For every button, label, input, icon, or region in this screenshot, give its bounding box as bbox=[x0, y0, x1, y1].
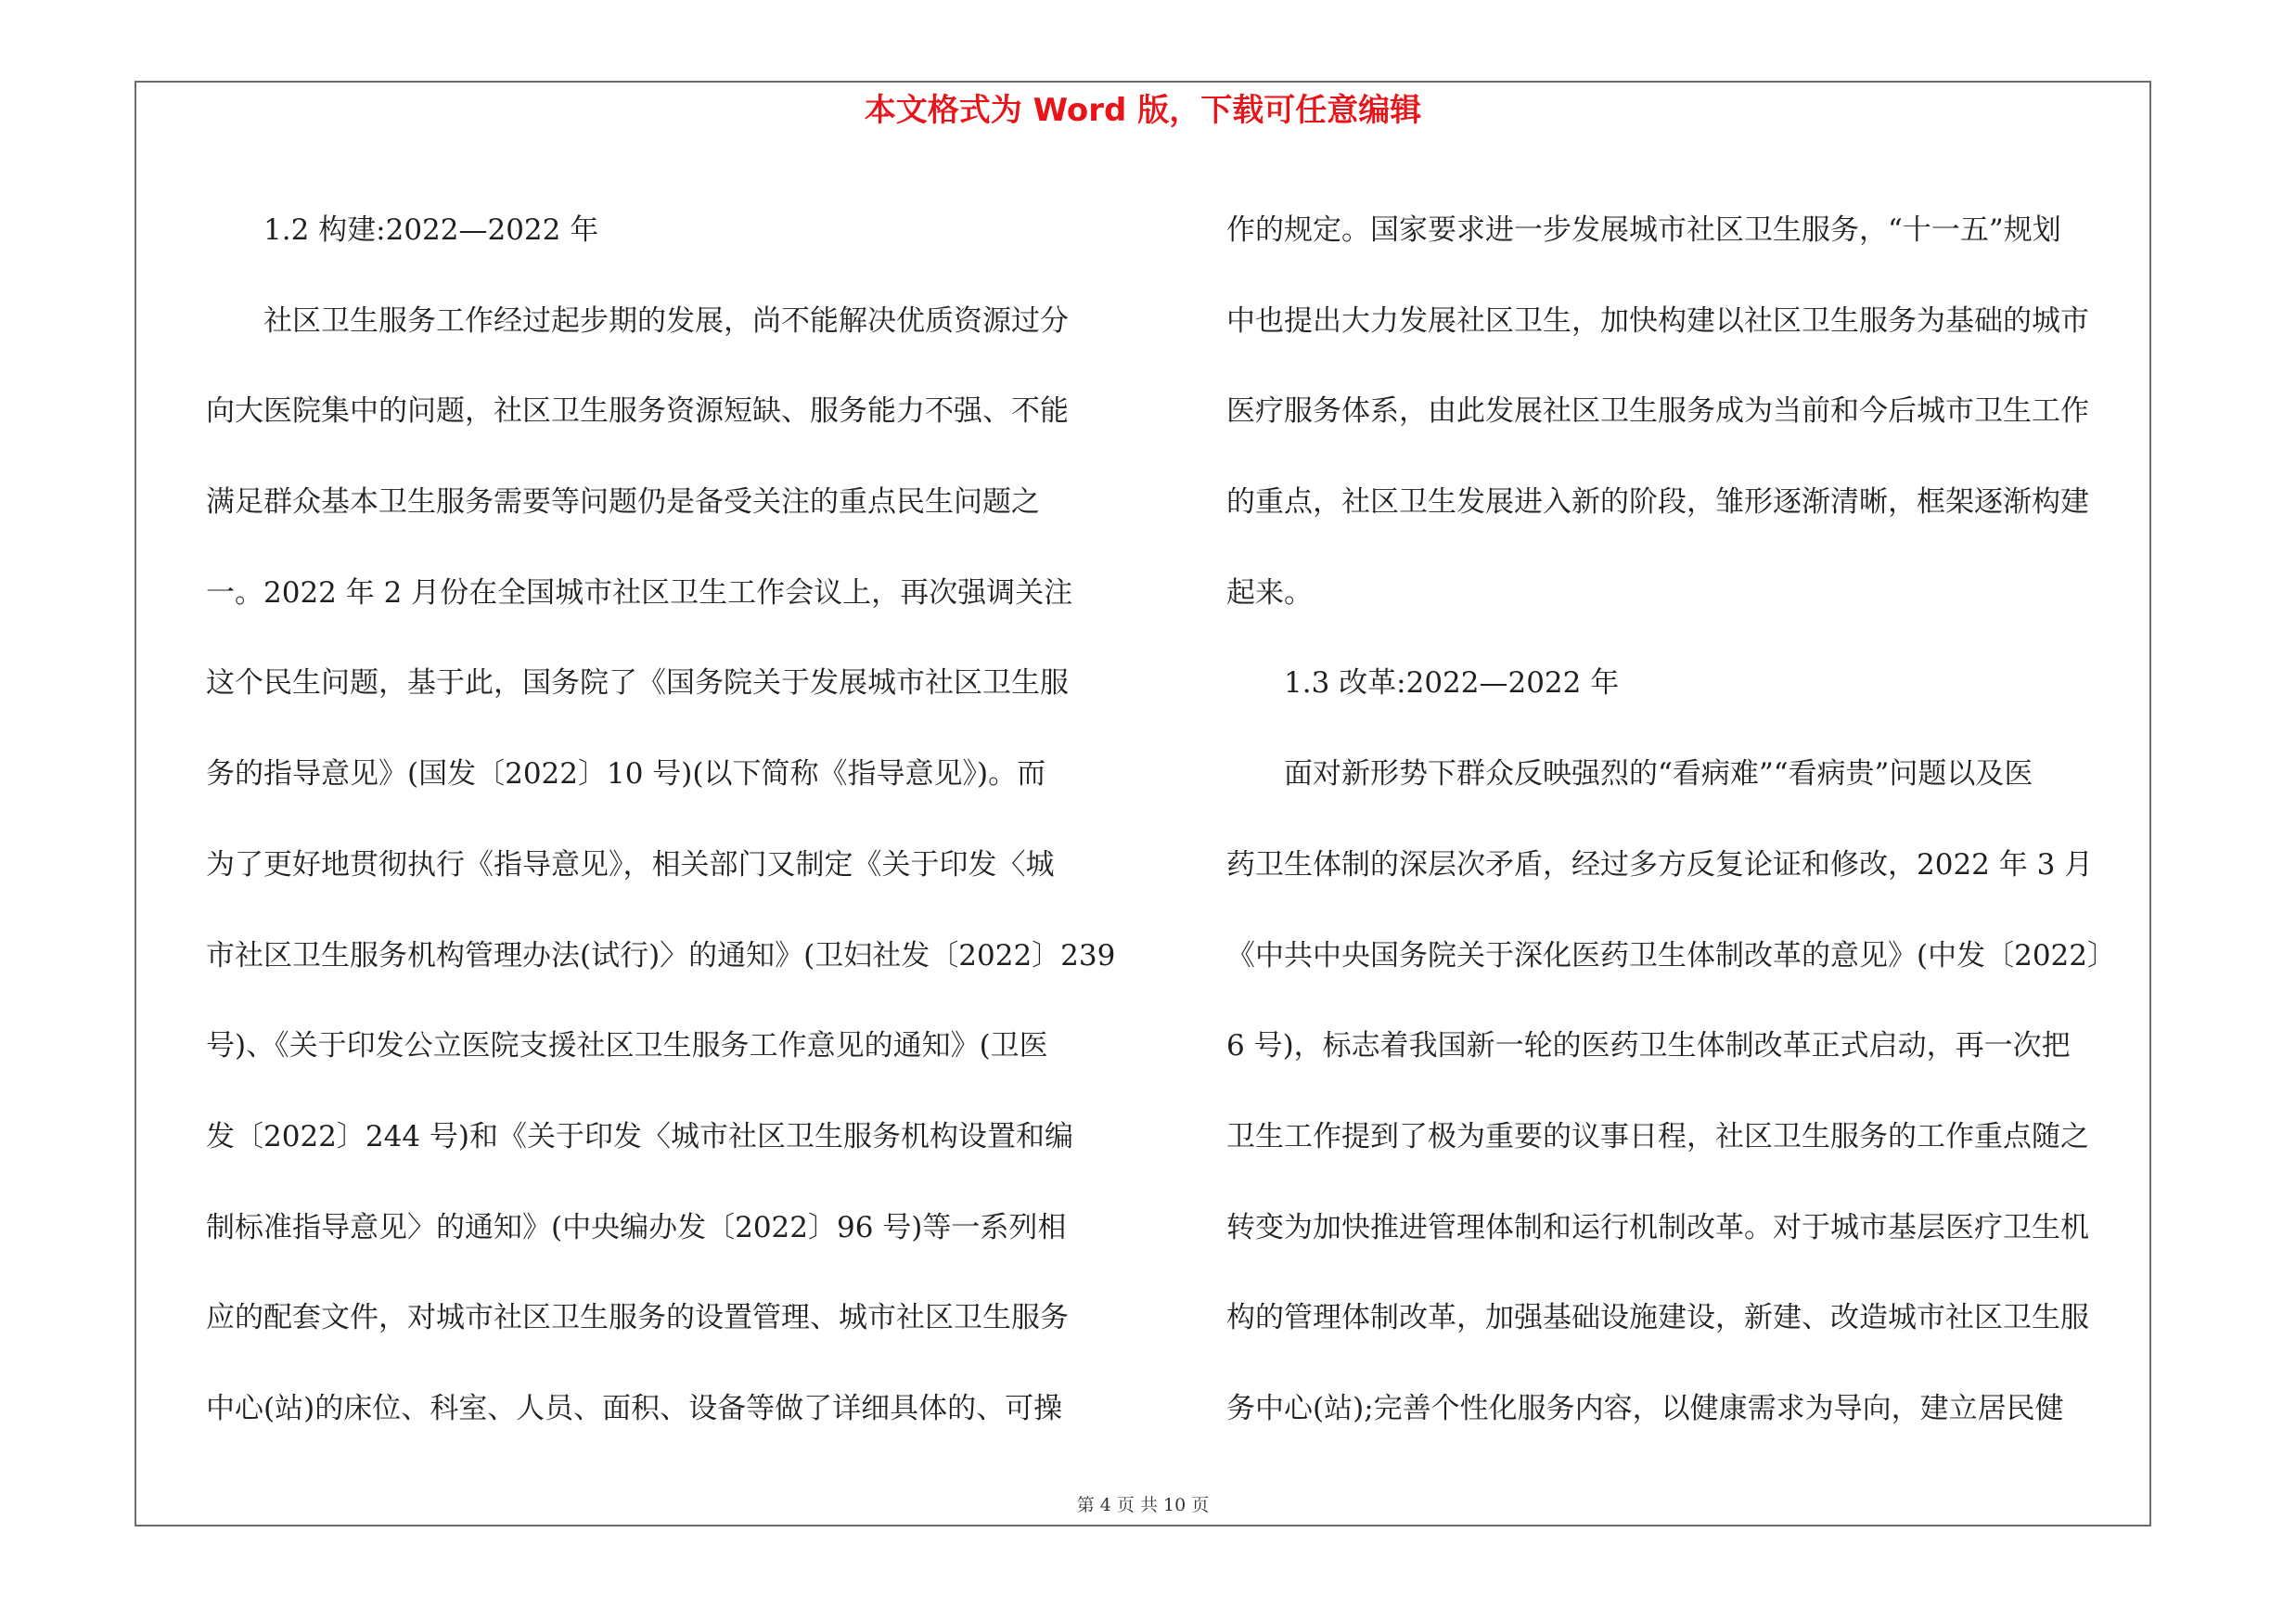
page-number-footer: 第 4 页 共 10 页 bbox=[1076, 1495, 1210, 1515]
text-line: 务中心(站);完善个性化服务内容，以健康需求为导向，建立居民健 bbox=[1226, 1391, 2064, 1425]
text-line: 的重点，社区卫生发展进入新的阶段，雏形逐渐清晰，框架逐渐构建 bbox=[1226, 485, 2089, 520]
text-line: 起来。 bbox=[1226, 575, 1313, 610]
text-line: 面对新形势下群众反映强烈的“看病难”“看病贵”问题以及医 bbox=[1226, 757, 2033, 792]
text-line: 《中共中央国务院关于深化医药卫生体制改革的意见》(中发〔2022〕 bbox=[1226, 938, 2116, 973]
text-line: 应的配套文件，对城市社区卫生服务的设置管理、城市社区卫生服务 bbox=[206, 1301, 1069, 1335]
text-line: 社区卫生服务工作经过起步期的发展，尚不能解决优质资源过分 bbox=[206, 303, 1069, 338]
text-line: 制标准指导意见〉的通知》(中央编办发〔2022〕96 号)等一系列相 bbox=[206, 1210, 1067, 1244]
text-line: 满足群众基本卫生服务需要等问题仍是备受关注的重点民生问题之 bbox=[206, 485, 1040, 520]
text-line: 医疗服务体系，由此发展社区卫生服务成为当前和今后城市卫生工作 bbox=[1226, 394, 2089, 429]
text-line: 6 号)，标志着我国新一轮的医药卫生体制改革正式启动，再一次把 bbox=[1226, 1029, 2071, 1063]
text-line: 中心(站)的床位、科室、人员、面积、设备等做了详细具体的、可操 bbox=[206, 1391, 1063, 1425]
left-text-column bbox=[206, 186, 1124, 1455]
text-line: 发〔2022〕244 号)和《关于印发〈城市社区卫生服务机构设置和编 bbox=[206, 1119, 1074, 1153]
text-line: 转变为加快推进管理体制和运行机制改革。对于城市基层医疗卫生机 bbox=[1226, 1210, 2089, 1244]
text-line: 为了更好地贯彻执行《指导意见》，相关部门又制定《关于印发〈城 bbox=[206, 847, 1055, 882]
text-line: 号)、《关于印发公立医院支援社区卫生服务工作意见的通知》(卫医 bbox=[206, 1029, 1048, 1063]
text-line: 构的管理体制改革，加强基础设施建设，新建、改造城市社区卫生服 bbox=[1226, 1301, 2089, 1335]
document-header-notice: 本文格式为 Word 版，下载可任意编辑 bbox=[864, 92, 1422, 129]
text-line: 一。2022 年 2 月份在全国城市社区卫生工作会议上，再次强调关注 bbox=[206, 575, 1073, 610]
text-line: 向大医院集中的问题，社区卫生服务资源短缺、服务能力不强、不能 bbox=[206, 394, 1069, 429]
text-line: 务的指导意见》(国发〔2022〕10 号)(以下简称《指导意见》)。而 bbox=[206, 757, 1046, 792]
text-line: 1.2 构建:2022—2022 年 bbox=[206, 213, 599, 247]
text-line: 药卫生体制的深层次矛盾，经过多方反复论证和修改，2022 年 3 月 bbox=[1226, 847, 2094, 882]
right-text-column bbox=[1226, 186, 2145, 1455]
text-line: 作的规定。国家要求进一步发展城市社区卫生服务，“十一五”规划 bbox=[1226, 213, 2061, 247]
text-line: 卫生工作提到了极为重要的议事日程，社区卫生服务的工作重点随之 bbox=[1226, 1119, 2089, 1153]
text-line: 市社区卫生服务机构管理办法(试行)〉的通知》(卫妇社发〔2022〕239 bbox=[206, 938, 1116, 973]
text-line: 中也提出大力发展社区卫生，加快构建以社区卫生服务为基础的城市 bbox=[1226, 303, 2089, 338]
text-line: 1.3 改革:2022—2022 年 bbox=[1226, 666, 1620, 701]
text-line: 这个民生问题，基于此，国务院了《国务院关于发展城市社区卫生服 bbox=[206, 666, 1069, 701]
